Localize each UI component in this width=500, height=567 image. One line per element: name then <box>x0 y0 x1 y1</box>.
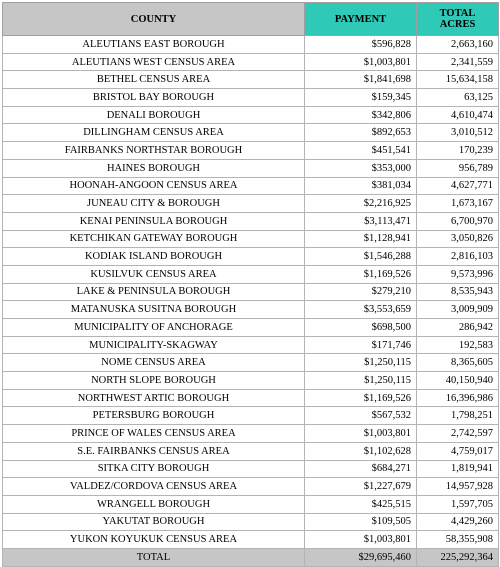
payment-cell: $451,541 <box>305 142 417 160</box>
acres-cell: 192,583 <box>417 336 499 354</box>
table-row <box>3 336 499 354</box>
payment-cell: $1,102,628 <box>305 442 417 460</box>
acres-cell: 2,742,597 <box>417 425 499 443</box>
table-row <box>3 230 499 248</box>
table-row <box>3 106 499 124</box>
table-row <box>3 425 499 443</box>
table-row <box>3 142 499 160</box>
acres-cell: 40,150,940 <box>417 372 499 390</box>
payment-cell: $109,505 <box>305 513 417 531</box>
county-cell: WRANGELL BOROUGH <box>3 495 305 513</box>
payments-table <box>2 2 499 567</box>
payment-cell: $159,345 <box>305 89 417 107</box>
payment-cell: $1,250,115 <box>305 354 417 372</box>
payment-cell: $1,169,526 <box>305 389 417 407</box>
table-row <box>3 195 499 213</box>
payment-cell: $425,515 <box>305 495 417 513</box>
table-row <box>3 36 499 54</box>
county-cell: HAINES BOROUGH <box>3 159 305 177</box>
payment-cell: $171,746 <box>305 336 417 354</box>
acres-cell: 4,429,260 <box>417 513 499 531</box>
table-row <box>3 53 499 71</box>
county-cell: FAIRBANKS NORTHSTAR BOROUGH <box>3 142 305 160</box>
table-row <box>3 442 499 460</box>
payment-cell: $684,271 <box>305 460 417 478</box>
county-cell: BRISTOL BAY BOROUGH <box>3 89 305 107</box>
acres-cell: 2,663,160 <box>417 36 499 54</box>
payment-cell: $3,113,471 <box>305 212 417 230</box>
county-cell: NORTH SLOPE BOROUGH <box>3 372 305 390</box>
table-body <box>3 36 499 549</box>
county-cell: YUKON KOYUKUK CENSUS AREA <box>3 531 305 549</box>
county-cell: SITKA CITY BOROUGH <box>3 460 305 478</box>
county-cell: S.E. FAIRBANKS CENSUS AREA <box>3 442 305 460</box>
acres-cell: 6,700,970 <box>417 212 499 230</box>
acres-cell: 58,355,908 <box>417 531 499 549</box>
total-acres: 225,292,364 <box>417 548 499 566</box>
total-acres-header-line1: TOTAL <box>439 8 476 19</box>
acres-cell: 3,010,512 <box>417 124 499 142</box>
county-column-header: COUNTY <box>3 3 305 36</box>
county-cell: PETERSBURG BOROUGH <box>3 407 305 425</box>
acres-cell: 1,597,705 <box>417 495 499 513</box>
table-row <box>3 283 499 301</box>
county-cell: LAKE & PENINSULA BOROUGH <box>3 283 305 301</box>
total-row <box>3 548 499 566</box>
acres-cell: 4,610,474 <box>417 106 499 124</box>
payment-cell: $596,828 <box>305 36 417 54</box>
payment-cell: $1,841,698 <box>305 71 417 89</box>
acres-cell: 8,535,943 <box>417 283 499 301</box>
payment-cell: $892,653 <box>305 124 417 142</box>
county-cell: KODIAK ISLAND BOROUGH <box>3 248 305 266</box>
table-row <box>3 301 499 319</box>
payment-cell: $1,227,679 <box>305 478 417 496</box>
acres-cell: 4,759,017 <box>417 442 499 460</box>
payment-cell: $2,216,925 <box>305 195 417 213</box>
payment-cell: $567,532 <box>305 407 417 425</box>
payment-cell: $1,003,801 <box>305 425 417 443</box>
acres-cell: 9,573,996 <box>417 265 499 283</box>
acres-cell: 286,942 <box>417 319 499 337</box>
county-cell: YAKUTAT BOROUGH <box>3 513 305 531</box>
table-row <box>3 124 499 142</box>
county-cell: KETCHIKAN GATEWAY BOROUGH <box>3 230 305 248</box>
acres-cell: 956,789 <box>417 159 499 177</box>
payment-cell: $342,806 <box>305 106 417 124</box>
table-row <box>3 89 499 107</box>
table-row <box>3 212 499 230</box>
county-cell: JUNEAU CITY & BOROUGH <box>3 195 305 213</box>
total-label: TOTAL <box>3 548 305 566</box>
county-cell: HOONAH-ANGOON CENSUS AREA <box>3 177 305 195</box>
county-cell: NORTHWEST ARTIC BOROUGH <box>3 389 305 407</box>
acres-cell: 170,239 <box>417 142 499 160</box>
acres-cell: 1,798,251 <box>417 407 499 425</box>
payment-cell: $1,546,288 <box>305 248 417 266</box>
acres-cell: 63,125 <box>417 89 499 107</box>
payment-cell: $698,500 <box>305 319 417 337</box>
payment-cell: $1,250,115 <box>305 372 417 390</box>
acres-cell: 14,957,928 <box>417 478 499 496</box>
county-cell: VALDEZ/CORDOVA CENSUS AREA <box>3 478 305 496</box>
total-acres-header-line2: ACRES <box>439 19 476 30</box>
payment-cell: $1,003,801 <box>305 531 417 549</box>
county-cell: DILLINGHAM CENSUS AREA <box>3 124 305 142</box>
payment-cell: $3,553,659 <box>305 301 417 319</box>
county-cell: MUNICIPALITY OF ANCHORAGE <box>3 319 305 337</box>
payment-cell: $279,210 <box>305 283 417 301</box>
county-cell: MUNICIPALITY-SKAGWAY <box>3 336 305 354</box>
payment-cell: $1,128,941 <box>305 230 417 248</box>
payment-cell: $381,034 <box>305 177 417 195</box>
table-row <box>3 531 499 549</box>
table-row <box>3 513 499 531</box>
table-row <box>3 372 499 390</box>
table-row <box>3 495 499 513</box>
acres-cell: 4,627,771 <box>417 177 499 195</box>
acres-cell: 3,050,826 <box>417 230 499 248</box>
acres-cell: 8,365,605 <box>417 354 499 372</box>
acres-cell: 16,396,986 <box>417 389 499 407</box>
table-row <box>3 265 499 283</box>
county-cell: KENAI PENINSULA BOROUGH <box>3 212 305 230</box>
county-cell: ALEUTIANS WEST CENSUS AREA <box>3 53 305 71</box>
county-cell: ALEUTIANS EAST BOROUGH <box>3 36 305 54</box>
total-acres-column-header <box>417 3 499 36</box>
county-cell: DENALI BOROUGH <box>3 106 305 124</box>
table-row <box>3 389 499 407</box>
county-cell: MATANUSKA SUSITNA BOROUGH <box>3 301 305 319</box>
payment-cell: $1,169,526 <box>305 265 417 283</box>
table-row <box>3 71 499 89</box>
acres-cell: 2,816,103 <box>417 248 499 266</box>
payment-cell: $1,003,801 <box>305 53 417 71</box>
table-row <box>3 159 499 177</box>
acres-cell: 2,341,559 <box>417 53 499 71</box>
table-row <box>3 177 499 195</box>
acres-cell: 1,819,941 <box>417 460 499 478</box>
payment-cell: $353,000 <box>305 159 417 177</box>
acres-cell: 3,009,909 <box>417 301 499 319</box>
total-payment: $29,695,460 <box>305 548 417 566</box>
acres-cell: 1,673,167 <box>417 195 499 213</box>
county-cell: BETHEL CENSUS AREA <box>3 71 305 89</box>
table-row <box>3 407 499 425</box>
table-row <box>3 248 499 266</box>
payment-column-header: PAYMENT <box>305 3 417 36</box>
table-row <box>3 319 499 337</box>
acres-cell: 15,634,158 <box>417 71 499 89</box>
county-cell: KUSILVUK CENSUS AREA <box>3 265 305 283</box>
table-row <box>3 478 499 496</box>
table-row <box>3 460 499 478</box>
table-row <box>3 354 499 372</box>
header-row <box>3 3 499 36</box>
county-cell: NOME CENSUS AREA <box>3 354 305 372</box>
county-cell: PRINCE OF WALES CENSUS AREA <box>3 425 305 443</box>
